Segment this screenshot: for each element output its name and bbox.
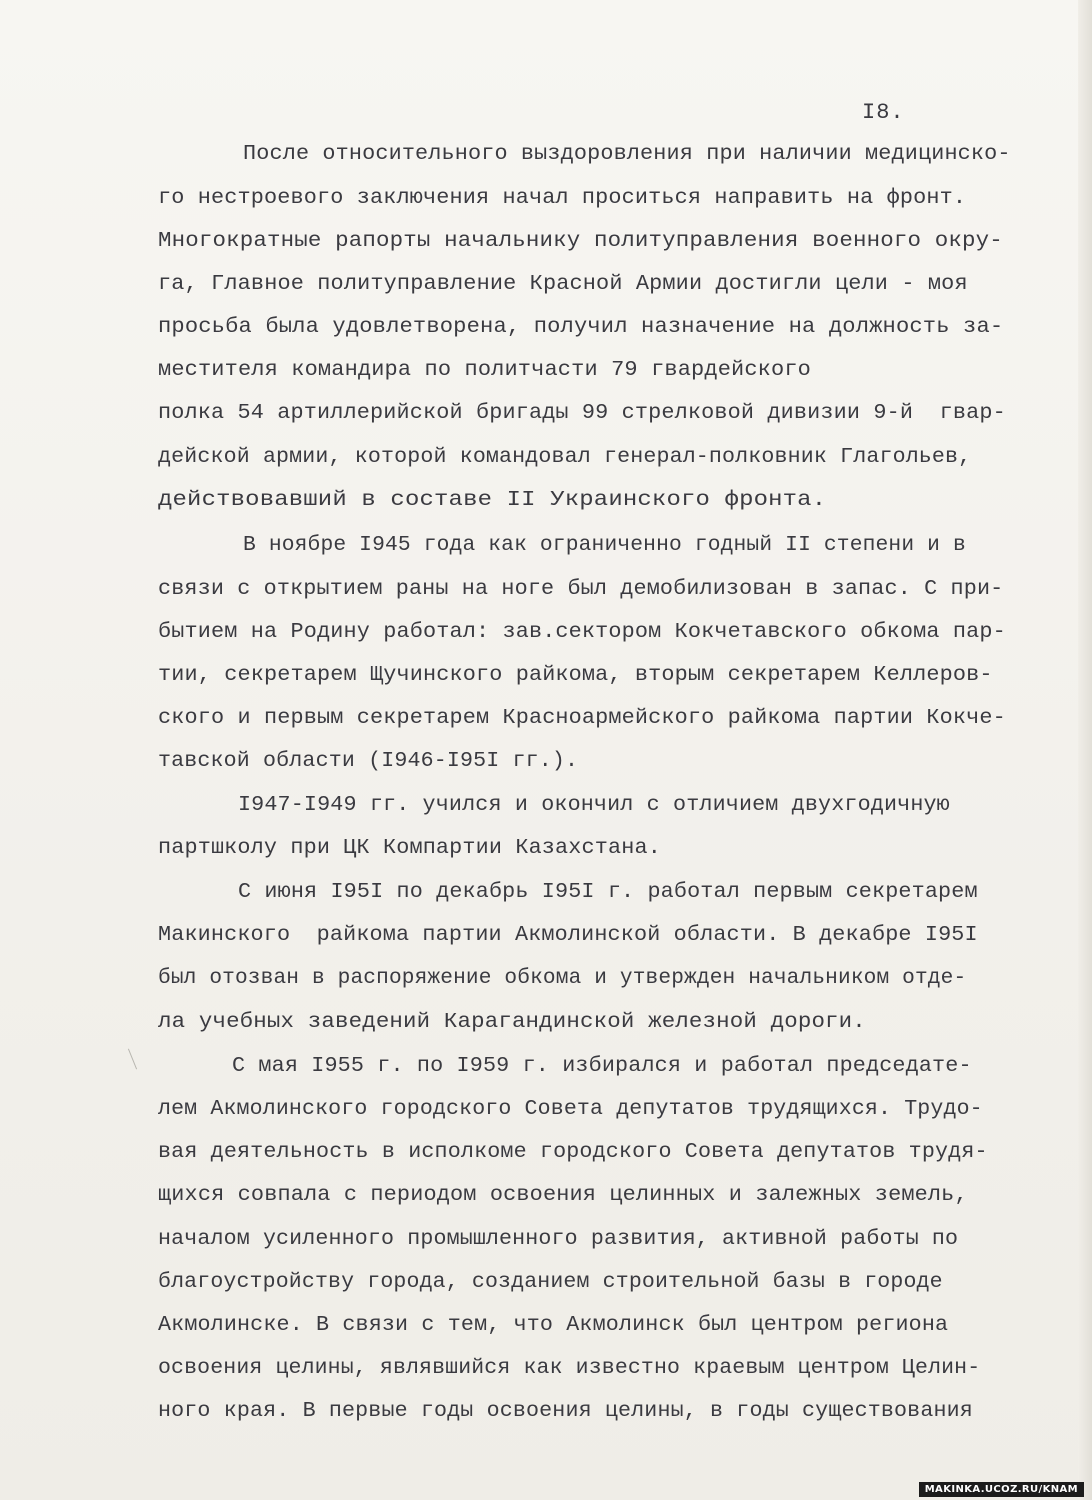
text-line: просьба была удовлетворена, получил назначение на должность за- bbox=[158, 315, 1004, 339]
text-line: освоения целины, являвшийся как известно краевым центром Целин- bbox=[158, 1356, 981, 1380]
site-watermark: MAKINKA.UCOZ.RU/KNAM bbox=[919, 1482, 1084, 1497]
text-line: га, Главное политуправление Красной Армии достигли цели - моя bbox=[158, 272, 968, 296]
text-line: Акмолинске. В связи с тем, что Акмолинск был центром региона bbox=[158, 1313, 949, 1337]
text-line: С июня I95I по декабрь I95I г. работал первым секретарем bbox=[238, 880, 978, 904]
text-line: тавской области (I946-I95I гг.). bbox=[158, 749, 579, 773]
text-line: вая деятельность в исполкоме городского Совета депутатов трудя- bbox=[158, 1140, 988, 1164]
text-line: связи с открытием раны на ноге был демобилизован в запас. С при- bbox=[158, 577, 1004, 601]
text-line: го нестроевого заключения начал проситься направить на фронт. bbox=[158, 186, 967, 210]
text-line: После относительного выздоровления при наличии медицинско- bbox=[243, 142, 1011, 166]
text-line: полка 54 артиллерийской бригады 99 стрелковой дивизии 9-й гвар- bbox=[158, 401, 1006, 425]
text-line: Макинского райкома партии Акмолинской области. В декабре I95I bbox=[158, 923, 978, 947]
text-line: тии, секретарем Щучинского райкома, вторым секретарем Келлеров- bbox=[158, 663, 993, 687]
text-line: был отозван в распоряжение обкома и утвержден начальником отде- bbox=[158, 966, 967, 990]
text-line: щихся совпала с периодом освоения целинных и залежных земель, bbox=[158, 1183, 968, 1207]
text-line: дейской армии, которой командовал генерал-полковник Глагольев, bbox=[158, 445, 972, 469]
text-line: партшколу при ЦК Компартии Казахстана. bbox=[158, 836, 661, 860]
text-line: лем Акмолинского городского Совета депутатов трудящихся. Трудо- bbox=[158, 1097, 983, 1121]
text-line: I947-I949 гг. учился и окончил с отличием двухгодичную bbox=[238, 793, 950, 817]
pen-mark bbox=[128, 1049, 137, 1070]
page-edge-shadow bbox=[1078, 0, 1092, 1500]
text-line: С мая I955 г. по I959 г. избирался и работал председате- bbox=[232, 1054, 972, 1078]
text-line: местителя командира по политчасти 79 гвардейского bbox=[158, 358, 811, 382]
text-line: ла учебных заведений Карагандинской железной дороги. bbox=[158, 1010, 866, 1034]
text-line: Многократные рапорты начальнику политуправления военного окру- bbox=[158, 229, 1003, 253]
text-line: ского и первым секретарем Красноармейского райкома партии Кокче- bbox=[158, 706, 1006, 730]
text-line: началом усиленного промышленного развития, активной работы по bbox=[158, 1227, 959, 1251]
text-line: действовавший в составе II Украинского фронта. bbox=[158, 488, 827, 512]
text-line: бытием на Родину работал: зав.сектором Кокчетавского обкома пар- bbox=[158, 620, 1006, 644]
text-line: благоустройству города, созданием строительной базы в городе bbox=[158, 1270, 943, 1294]
text-line: ного края. В первые годы освоения целины, в годы существования bbox=[158, 1399, 973, 1423]
page-number: I8. bbox=[862, 100, 905, 125]
text-line: В ноябре I945 года как ограниченно годный II степени и в bbox=[243, 533, 966, 557]
